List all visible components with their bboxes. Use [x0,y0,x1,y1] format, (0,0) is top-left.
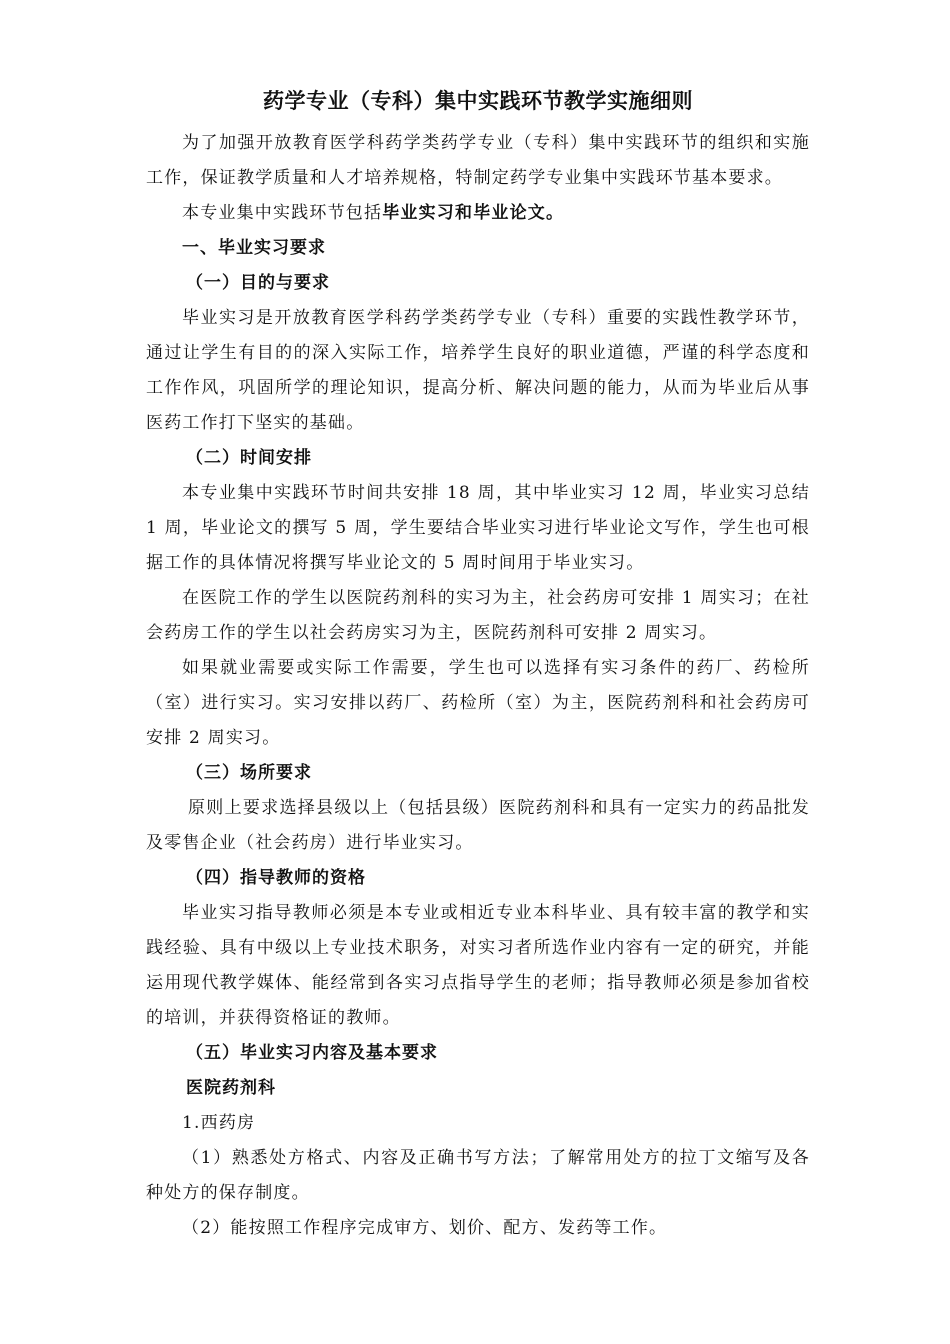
schedule-paragraph-1: 本专业集中实践环节时间共安排 18 周，其中毕业实习 12 周，毕业实习总结 1 周，毕业论文的撰写 5 周，学生要结合毕业实习进行毕业论文写作，学生也可根据工作的具体情况将撰写毕业论文的 5 周时间用于毕业实习。 [146,483,810,573]
location-paragraph: 原则上要求选择县级以上（包括县级）医院药剂科和具有一定实力的药品批发及零售企业（社会药房）进行毕业实习。 [146,798,810,853]
department-heading: 医院药剂科 [186,1078,276,1098]
subsection-heading-instructor: （四）指导教师的资格 [186,868,366,888]
purpose-paragraph: 毕业实习是开放教育医学科药学类药学专业（专科）重要的实践性教学环节，通过让学生有目的的深入实际工作，培养学生良好的职业道德，严谨的科学态度和工作作风，巩固所学的理论知识，提高分析、解决问题的能力，从而为毕业后从事医药工作打下坚实的基础。 [146,308,810,433]
list-item-dispensing-workflow: （2）能按照工作程序完成审方、划价、配方、发药等工作。 [182,1218,668,1238]
document-page [146,82,810,1246]
schedule-paragraph-2: 在医院工作的学生以医院药剂科的实习为主，社会药房可安排 1 周实习；在社会药房工作的学生以社会药房实习为主，医院药剂科可安排 2 周实习。 [146,588,810,643]
list-item-western-pharmacy: 1.西药房 [182,1113,256,1133]
instructor-paragraph: 毕业实习指导教师必须是本专业或相近专业本科毕业、具有较丰富的教学和实践经验、具有中级以上专业技术职务，对实习者所选作业内容有一定的研究，并能运用现代教学媒体、能经常到各实习点指导学生的老师；指导教师必须是参加省校的培训，并获得资格证的教师。 [146,903,810,1028]
subsection-heading-location: （三）场所要求 [186,763,312,783]
list-item-prescription-format: （1）熟悉处方格式、内容及正确书写方法；了解常用处方的拉丁文缩写及各种处方的保存制度。 [146,1148,810,1203]
subsection-heading-content: （五）毕业实习内容及基本要求 [186,1043,438,1063]
scope-paragraph [146,196,810,231]
scope-text: 本专业集中实践环节包括 [182,203,383,223]
intro-paragraph: 为了加强开放教育医学科药学类药学专业（专科）集中实践环节的组织和实施工作，保证教学质量和人才培养规格，特制定药学专业集中实践环节基本要求。 [146,133,810,188]
schedule-paragraph-3: 如果就业需要或实际工作需要，学生也可以选择有实习条件的药厂、药检所（室）进行实习。实习安排以药厂、药检所（室）为主，医院药剂科和社会药房可安排 2 周实习。 [146,658,810,748]
subsection-heading-purpose: （一）目的与要求 [186,273,330,293]
scope-bold-text: 毕业实习和毕业论文。 [382,203,565,223]
subsection-heading-schedule: （二）时间安排 [186,448,312,468]
document-title: 药学专业（专科）集中实践环节教学实施细则 [263,89,693,113]
section-heading-internship: 一、毕业实习要求 [182,238,326,258]
